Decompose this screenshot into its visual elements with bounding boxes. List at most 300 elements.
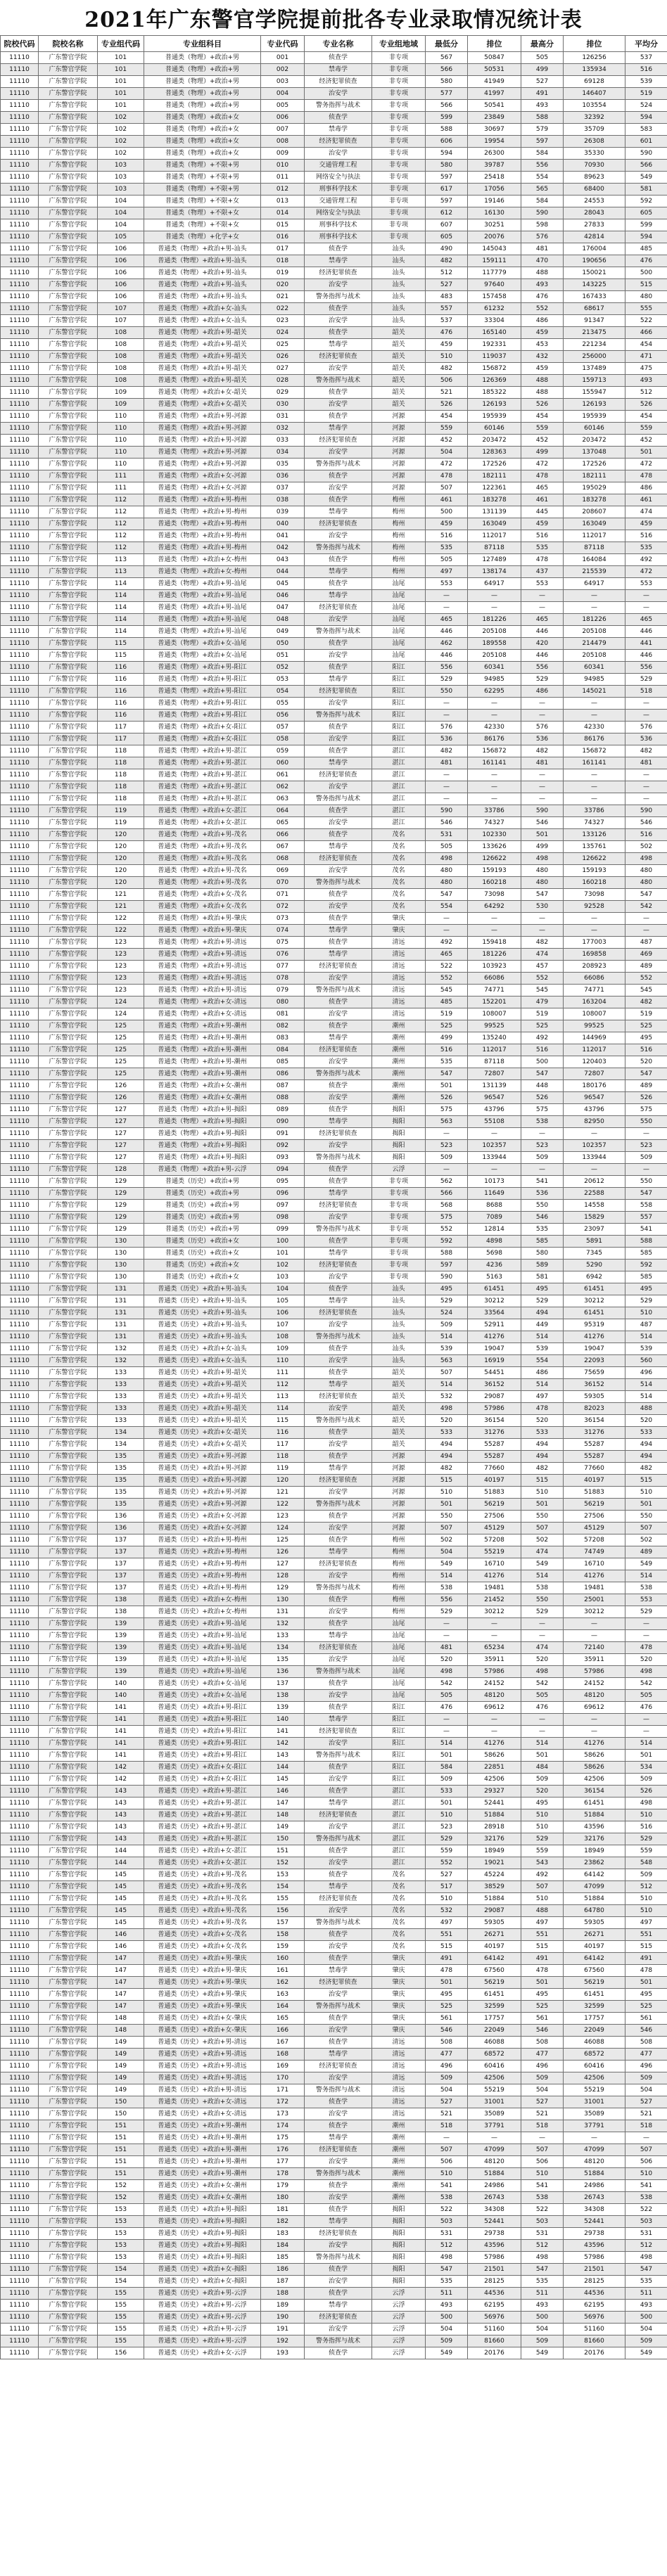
major-name-cell: 经济犯罪侦查 — [305, 1977, 372, 1989]
school-code-cell: 11110 — [1, 1905, 39, 1917]
max-score-cell: 561 — [521, 2013, 564, 2025]
school-code-cell: 11110 — [1, 1558, 39, 1570]
max-score-cell: 581 — [521, 1271, 564, 1283]
school-name-cell: 广东警官学院 — [39, 566, 98, 578]
group-code-cell: 125 — [98, 1044, 144, 1056]
group-code-cell: 122 — [98, 913, 144, 925]
major-code-cell: 167 — [261, 2037, 305, 2049]
min-rank-cell: 40197 — [468, 1475, 521, 1487]
major-code-cell: 048 — [261, 614, 305, 626]
school-name-cell: 广东警官学院 — [39, 1630, 98, 1642]
school-code-cell: 11110 — [1, 1798, 39, 1809]
major-code-cell: 181 — [261, 2204, 305, 2216]
min-rank-cell: 27506 — [468, 1511, 521, 1523]
group-subjects-cell: 普通类（物理）+政治+男-潮州 — [144, 1020, 261, 1032]
region-cell: 汕头 — [372, 1295, 426, 1307]
min-rank-cell: 26271 — [468, 1929, 521, 1941]
min-rank-cell: — — [468, 769, 521, 781]
major-code-cell: 168 — [261, 2049, 305, 2061]
school-name-cell: 广东警官学院 — [39, 1056, 98, 1068]
group-subjects-cell: 普通类（物理）+政治+男-湛江 — [144, 793, 261, 805]
region-cell: 潮州 — [372, 2180, 426, 2192]
max-rank-cell: — — [564, 698, 625, 710]
school-name-cell: 广东警官学院 — [39, 1833, 98, 1845]
table-row — [1, 1523, 667, 1534]
school-name-cell: 广东警官学院 — [39, 1248, 98, 1260]
major-code-cell: 146 — [261, 1786, 305, 1798]
table-row — [1, 614, 667, 626]
school-name-cell: 广东警官学院 — [39, 781, 98, 793]
school-name-cell: 广东警官学院 — [39, 506, 98, 518]
min-score-cell: 566 — [426, 1188, 468, 1200]
min-score-cell: 476 — [426, 327, 468, 339]
group-subjects-cell: 普通类（历史）+政治+女-茂名 — [144, 1941, 261, 1953]
major-code-cell: 115 — [261, 1415, 305, 1427]
major-name-cell: 治安学 — [305, 781, 372, 793]
group-subjects-cell: 普通类（物理）+政治+男-茂名 — [144, 853, 261, 865]
school-code-cell: 11110 — [1, 1379, 39, 1391]
avg-score-cell: 546 — [625, 2025, 667, 2037]
major-code-cell: 192 — [261, 2335, 305, 2347]
group-subjects-cell: 普通类（历史）+政治+男-阳江 — [144, 1738, 261, 1750]
min-score-cell: 461 — [426, 494, 468, 506]
school-name-cell: 广东警官学院 — [39, 1200, 98, 1212]
avg-score-cell: 475 — [625, 363, 667, 375]
group-code-cell: 153 — [98, 2240, 144, 2252]
min-rank-cell: 42506 — [468, 2072, 521, 2084]
table-row — [1, 698, 667, 710]
table-row — [1, 638, 667, 650]
school-name-cell: 广东警官学院 — [39, 1523, 98, 1534]
table-row — [1, 470, 667, 482]
school-name-cell: 广东警官学院 — [39, 1570, 98, 1582]
table-row — [1, 817, 667, 829]
school-code-cell: 11110 — [1, 2312, 39, 2324]
region-cell: 揭阳 — [372, 1128, 426, 1140]
max-score-cell: 507 — [521, 1881, 564, 1893]
group-subjects-cell: 普通类（物理）+政治+男-揭阳 — [144, 1104, 261, 1116]
major-name-cell: 治安学 — [305, 2072, 372, 2084]
group-code-cell: 112 — [98, 506, 144, 518]
max-score-cell: 538 — [521, 1582, 564, 1594]
group-subjects-cell: 普通类（物理）+政治+男-湛江 — [144, 781, 261, 793]
min-rank-cell: 19481 — [468, 1582, 521, 1594]
school-name-cell: 广东警官学院 — [39, 1068, 98, 1080]
max-rank-cell: 51884 — [564, 1809, 625, 1821]
school-name-cell: 广东警官学院 — [39, 1319, 98, 1331]
avg-score-cell: 502 — [625, 841, 667, 853]
avg-score-cell: 512 — [625, 1881, 667, 1893]
max-score-cell: 529 — [521, 1295, 564, 1307]
region-cell: 非专项 — [372, 148, 426, 160]
max-score-cell: 546 — [521, 817, 564, 829]
group-subjects-cell: 普通类（历史）+政治+女 — [144, 1271, 261, 1283]
school-code-cell: 11110 — [1, 1726, 39, 1738]
major-name-cell: 侦查学 — [305, 1343, 372, 1355]
major-code-cell: 068 — [261, 853, 305, 865]
region-cell: 韶关 — [372, 363, 426, 375]
major-name-cell: 侦查学 — [305, 578, 372, 590]
school-name-cell: 广东警官学院 — [39, 2192, 98, 2204]
major-name-cell: 治安学 — [305, 817, 372, 829]
school-name-cell: 广东警官学院 — [39, 1977, 98, 1989]
school-code-cell: 11110 — [1, 1331, 39, 1343]
group-subjects-cell: 普通类（物理）+政治+男-茂名 — [144, 829, 261, 841]
table-row — [1, 1809, 667, 1821]
region-cell: 韶关 — [372, 399, 426, 411]
region-cell: 肇庆 — [372, 1965, 426, 1977]
major-name-cell: 侦查学 — [305, 112, 372, 124]
min-rank-cell: 28918 — [468, 1821, 521, 1833]
school-name-cell: 广东警官学院 — [39, 733, 98, 745]
max-score-cell: 550 — [521, 1200, 564, 1212]
max-rank-cell: 102357 — [564, 1140, 625, 1152]
avg-score-cell: 476 — [625, 255, 667, 267]
table-row — [1, 1630, 667, 1642]
school-code-cell: 11110 — [1, 1164, 39, 1176]
admission-table — [0, 35, 667, 2359]
region-cell: 韶关 — [372, 1391, 426, 1403]
major-code-cell: 080 — [261, 997, 305, 1008]
avg-score-cell: 529 — [625, 674, 667, 686]
min-rank-cell: 43796 — [468, 1104, 521, 1116]
school-code-cell: 11110 — [1, 207, 39, 219]
group-subjects-cell: 普通类（物理）+政治+男-汕尾 — [144, 614, 261, 626]
school-code-cell: 11110 — [1, 578, 39, 590]
major-code-cell: 030 — [261, 399, 305, 411]
major-name-cell: 治安学 — [305, 2240, 372, 2252]
min-rank-cell: — — [468, 1128, 521, 1140]
table-row — [1, 1307, 667, 1319]
school-code-cell: 11110 — [1, 1200, 39, 1212]
max-rank-cell: 159713 — [564, 375, 625, 387]
table-row — [1, 1104, 667, 1116]
group-code-cell: 139 — [98, 1666, 144, 1678]
school-name-cell: 广东警官学院 — [39, 2025, 98, 2037]
avg-score-cell: 592 — [625, 196, 667, 207]
max-score-cell: 529 — [521, 1606, 564, 1618]
region-cell: 潮州 — [372, 1092, 426, 1104]
major-code-cell: 120 — [261, 1475, 305, 1487]
max-score-cell: 491 — [521, 1953, 564, 1965]
school-code-cell: 11110 — [1, 1176, 39, 1188]
min-score-cell: 568 — [426, 1200, 468, 1212]
avg-score-cell: 514 — [625, 1331, 667, 1343]
avg-score-cell: 522 — [625, 2204, 667, 2216]
region-cell: 清远 — [372, 2108, 426, 2120]
school-code-cell: 11110 — [1, 1845, 39, 1857]
max-rank-cell: — — [564, 1714, 625, 1726]
major-name-cell: 警务指挥与战术 — [305, 1331, 372, 1343]
group-code-cell: 104 — [98, 207, 144, 219]
group-subjects-cell: 普通类（历史）+政治+女-韶关 — [144, 1439, 261, 1451]
max-rank-cell: 25001 — [564, 1594, 625, 1606]
school-name-cell: 广东警官学院 — [39, 1331, 98, 1343]
group-subjects-cell: 普通类（物理）+政治+男-阳江 — [144, 686, 261, 698]
avg-score-cell: 516 — [625, 530, 667, 542]
max-rank-cell: 89623 — [564, 172, 625, 184]
region-cell: 湛江 — [372, 1857, 426, 1869]
avg-score-cell: — — [625, 1618, 667, 1630]
column-header: 专业组代码 — [98, 36, 144, 52]
major-name-cell: 禁毒学 — [305, 339, 372, 351]
school-code-cell: 11110 — [1, 1762, 39, 1774]
table-row — [1, 64, 667, 76]
group-code-cell: 116 — [98, 674, 144, 686]
major-name-cell: 侦查学 — [305, 1929, 372, 1941]
group-code-cell: 147 — [98, 1953, 144, 1965]
school-name-cell: 广东警官学院 — [39, 949, 98, 961]
region-cell: 阳江 — [372, 686, 426, 698]
min-rank-cell: 35089 — [468, 2108, 521, 2120]
major-name-cell: 治安学 — [305, 2324, 372, 2335]
group-code-cell: 101 — [98, 52, 144, 64]
group-subjects-cell: 普通类（历史）+政治+男-汕尾 — [144, 1630, 261, 1642]
school-code-cell: 11110 — [1, 1271, 39, 1283]
min-score-cell: 478 — [426, 1965, 468, 1977]
major-code-cell: 015 — [261, 219, 305, 231]
region-cell: 汕头 — [372, 303, 426, 315]
region-cell: 韶关 — [372, 327, 426, 339]
region-cell: 茂名 — [372, 1941, 426, 1953]
max-rank-cell: 31276 — [564, 1427, 625, 1439]
avg-score-cell: 524 — [625, 100, 667, 112]
min-score-cell: 590 — [426, 805, 468, 817]
max-score-cell: 589 — [521, 1260, 564, 1271]
region-cell: 茂名 — [372, 889, 426, 901]
school-code-cell: 11110 — [1, 566, 39, 578]
max-rank-cell: 133944 — [564, 1152, 625, 1164]
max-score-cell: 457 — [521, 961, 564, 973]
major-name-cell: 侦查学 — [305, 494, 372, 506]
group-subjects-cell: 普通类（历史）+政治+男-河源 — [144, 1475, 261, 1487]
school-code-cell: 11110 — [1, 1977, 39, 1989]
region-cell: 汕头 — [372, 1307, 426, 1319]
min-rank-cell: 60341 — [468, 662, 521, 674]
region-cell: 汕尾 — [372, 1618, 426, 1630]
group-subjects-cell: 普通类（历史）+政治+男-汕头 — [144, 1319, 261, 1331]
group-subjects-cell: 普通类（历史）+政治+男-汕尾 — [144, 1642, 261, 1654]
min-score-cell: 566 — [426, 64, 468, 76]
avg-score-cell: 472 — [625, 459, 667, 470]
school-code-cell: 11110 — [1, 2156, 39, 2168]
major-name-cell: 侦查学 — [305, 1869, 372, 1881]
max-score-cell: 482 — [521, 745, 564, 757]
school-name-cell: 广东警官学院 — [39, 1690, 98, 1702]
region-cell: 梅州 — [372, 1558, 426, 1570]
avg-score-cell: 507 — [625, 2144, 667, 2156]
school-name-cell: 广东警官学院 — [39, 769, 98, 781]
min-score-cell: 452 — [426, 435, 468, 447]
min-score-cell: 509 — [426, 1319, 468, 1331]
region-cell: 非专项 — [372, 1236, 426, 1248]
school-name-cell: 广东警官学院 — [39, 1271, 98, 1283]
major-name-cell: 治安学 — [305, 1523, 372, 1534]
group-subjects-cell: 普通类（物理）+政治+男-阳江 — [144, 710, 261, 722]
min-rank-cell: 34308 — [468, 2204, 521, 2216]
region-cell: 肇庆 — [372, 1989, 426, 2001]
table-row — [1, 243, 667, 255]
group-code-cell: 114 — [98, 614, 144, 626]
table-row — [1, 494, 667, 506]
major-name-cell: 治安学 — [305, 1654, 372, 1666]
major-name-cell: 侦查学 — [305, 1164, 372, 1176]
region-cell: 揭阳 — [372, 1104, 426, 1116]
major-name-cell: 警务指挥与战术 — [305, 1068, 372, 1080]
max-score-cell: 495 — [521, 1798, 564, 1809]
region-cell: 揭阳 — [372, 2228, 426, 2240]
school-name-cell: 广东警官学院 — [39, 937, 98, 949]
max-rank-cell: 51160 — [564, 2324, 625, 2335]
school-code-cell: 11110 — [1, 279, 39, 291]
table-row — [1, 1236, 667, 1248]
region-cell: 茂名 — [372, 877, 426, 889]
region-cell: 茂名 — [372, 1905, 426, 1917]
school-name-cell: 广东警官学院 — [39, 1415, 98, 1427]
major-name-cell: 经济犯罪侦查 — [305, 435, 372, 447]
major-name-cell: 侦查学 — [305, 1594, 372, 1606]
table-row — [1, 1319, 667, 1331]
min-score-cell: 559 — [426, 423, 468, 435]
group-subjects-cell: 普通类（历史）+政治+男-揭阳 — [144, 2216, 261, 2228]
region-cell: 韶关 — [372, 1427, 426, 1439]
min-rank-cell: 4898 — [468, 1236, 521, 1248]
major-code-cell: 088 — [261, 1092, 305, 1104]
min-rank-cell: — — [468, 913, 521, 925]
max-rank-cell: 28125 — [564, 2276, 625, 2288]
major-code-cell: 175 — [261, 2132, 305, 2144]
school-name-cell: 广东警官学院 — [39, 303, 98, 315]
school-name-cell: 广东警官学院 — [39, 459, 98, 470]
major-code-cell: 033 — [261, 435, 305, 447]
major-code-cell: 170 — [261, 2072, 305, 2084]
min-rank-cell: 17757 — [468, 2013, 521, 2025]
major-code-cell: 082 — [261, 1020, 305, 1032]
group-code-cell: 115 — [98, 650, 144, 662]
max-rank-cell: 70930 — [564, 160, 625, 172]
max-score-cell: 477 — [521, 2049, 564, 2061]
min-rank-cell: 67560 — [468, 1965, 521, 1977]
min-rank-cell: 57986 — [468, 2252, 521, 2264]
max-score-cell: 584 — [521, 196, 564, 207]
school-code-cell: 11110 — [1, 1546, 39, 1558]
max-rank-cell: 77660 — [564, 1463, 625, 1475]
major-name-cell: 警务指挥与战术 — [305, 375, 372, 387]
major-name-cell: 刑事科学技术 — [305, 184, 372, 196]
group-code-cell: 149 — [98, 2061, 144, 2072]
school-code-cell: 11110 — [1, 2037, 39, 2049]
school-code-cell: 11110 — [1, 351, 39, 363]
group-code-cell: 111 — [98, 482, 144, 494]
table-row — [1, 865, 667, 877]
region-cell: 清远 — [372, 2072, 426, 2084]
school-code-cell: 11110 — [1, 674, 39, 686]
school-name-cell: 广东警官学院 — [39, 698, 98, 710]
major-code-cell: 095 — [261, 1176, 305, 1188]
region-cell: 云浮 — [372, 2300, 426, 2312]
major-name-cell: 警务指挥与战术 — [305, 626, 372, 638]
group-code-cell: 144 — [98, 1845, 144, 1857]
group-code-cell: 111 — [98, 470, 144, 482]
major-code-cell: 185 — [261, 2252, 305, 2264]
avg-score-cell: 548 — [625, 1857, 667, 1869]
max-score-cell: 505 — [521, 1690, 564, 1702]
region-cell: 潮州 — [372, 2120, 426, 2132]
table-row — [1, 686, 667, 698]
min-rank-cell: 57986 — [468, 1666, 521, 1678]
school-name-cell: 广东警官学院 — [39, 1475, 98, 1487]
max-score-cell: 535 — [521, 542, 564, 554]
min-score-cell: 493 — [426, 2300, 468, 2312]
avg-score-cell: — — [625, 1164, 667, 1176]
region-cell: 茂名 — [372, 1893, 426, 1905]
max-score-cell: 533 — [521, 1427, 564, 1439]
group-subjects-cell: 普通类（历史）+政治+男-梅州 — [144, 1582, 261, 1594]
max-rank-cell: 108007 — [564, 1008, 625, 1020]
major-name-cell: 禁毒学 — [305, 1881, 372, 1893]
major-name-cell: 禁毒学 — [305, 1248, 372, 1260]
major-code-cell: 182 — [261, 2216, 305, 2228]
major-code-cell: 117 — [261, 1439, 305, 1451]
group-subjects-cell: 普通类（物理）+政治+男-河源 — [144, 435, 261, 447]
group-code-cell: 119 — [98, 805, 144, 817]
group-code-cell: 134 — [98, 1439, 144, 1451]
region-cell: 河源 — [372, 1463, 426, 1475]
major-code-cell: 116 — [261, 1427, 305, 1439]
table-row — [1, 650, 667, 662]
major-code-cell: 191 — [261, 2324, 305, 2335]
school-code-cell: 11110 — [1, 1116, 39, 1128]
min-rank-cell: 7089 — [468, 1212, 521, 1224]
avg-score-cell: 471 — [625, 351, 667, 363]
avg-score-cell: 512 — [625, 387, 667, 399]
max-rank-cell: 195939 — [564, 411, 625, 423]
max-rank-cell: 62195 — [564, 2300, 625, 2312]
group-code-cell: 146 — [98, 1929, 144, 1941]
group-code-cell: 110 — [98, 423, 144, 435]
major-code-cell: 028 — [261, 375, 305, 387]
max-score-cell: 506 — [521, 2156, 564, 2168]
region-cell: 梅州 — [372, 494, 426, 506]
min-rank-cell: 102330 — [468, 829, 521, 841]
max-rank-cell: 68617 — [564, 303, 625, 315]
max-score-cell: — — [521, 781, 564, 793]
school-name-cell: 广东警官学院 — [39, 2335, 98, 2347]
major-code-cell: 042 — [261, 542, 305, 554]
group-code-cell: 137 — [98, 1570, 144, 1582]
table-row — [1, 889, 667, 901]
group-subjects-cell: 普通类（物理）+政治+男-湛江 — [144, 745, 261, 757]
major-code-cell: 177 — [261, 2156, 305, 2168]
table-row — [1, 1044, 667, 1056]
avg-score-cell: 496 — [625, 2061, 667, 2072]
min-score-cell: 505 — [426, 1690, 468, 1702]
group-code-cell: 118 — [98, 757, 144, 769]
min-rank-cell: 45129 — [468, 1523, 521, 1534]
region-cell: 湛江 — [372, 1833, 426, 1845]
region-cell: 河源 — [372, 482, 426, 494]
min-score-cell: 525 — [426, 2001, 468, 2013]
school-name-cell: 广东警官学院 — [39, 1726, 98, 1738]
region-cell: 非专项 — [372, 64, 426, 76]
group-code-cell: 103 — [98, 160, 144, 172]
table-row — [1, 160, 667, 172]
min-score-cell: 526 — [426, 1092, 468, 1104]
major-name-cell: 经济犯罪侦查 — [305, 2061, 372, 2072]
max-score-cell: 507 — [521, 2144, 564, 2156]
major-name-cell: 治安学 — [305, 1355, 372, 1367]
school-code-cell: 11110 — [1, 363, 39, 375]
